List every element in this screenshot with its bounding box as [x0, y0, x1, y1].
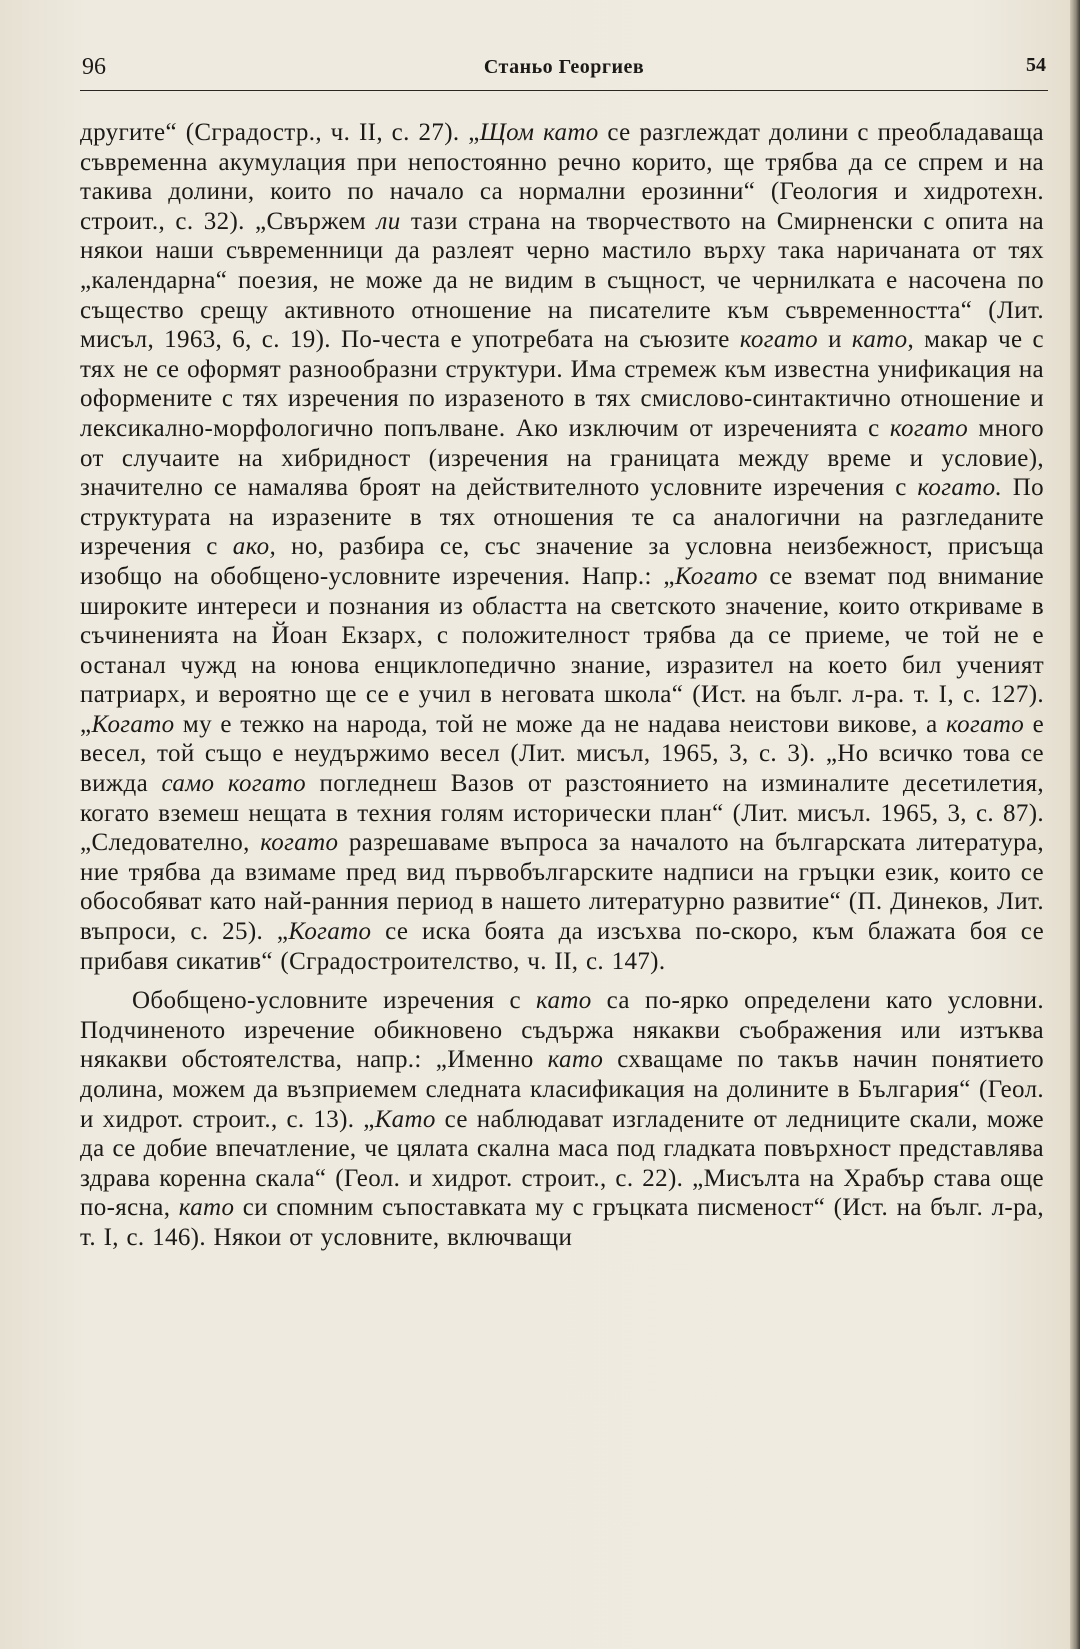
text-run: погледнеш Вазов от разстоянието на изминалите десетилетия, когато вземеш нещата в техния голям исторически план“ (Лит. мисъл. 1965, 3, с. 87). „Следователно,: [80, 770, 1044, 857]
italic-term: Като: [374, 1105, 436, 1133]
italic-term: като: [178, 1194, 235, 1222]
italic-term: когато: [889, 414, 969, 442]
text-run: , макар че с тях не се оформят разнообразни структури. Има стремеж към известна унификация на оформените с тях изречения по изразеното в тях смислово-синтактично отношение и лексикално-морфологично попълване. Ако изключим от изреченията с: [80, 326, 1045, 442]
italic-term: когато: [260, 829, 339, 857]
italic-term: ако,: [232, 533, 277, 561]
text-run: се наблюдават изгладените от ледниците скали, може да се добие впечатление, че цялата скална маса под гладката повърхност представлява здрава коренна скала“ (Геол. и хидрот. строит., с. 22). „Мисълта на Храбър става още по-ясна,: [80, 1105, 1044, 1222]
text-run: му е тежко на народа, той не може да не надава неистови викове, а: [174, 710, 946, 738]
page-number: 96: [82, 54, 106, 80]
italic-term: когато: [739, 326, 818, 354]
text-run: По структурата на изразените в тях отношения те са аналогични на разгледаните изречения с: [80, 474, 1044, 561]
text-run: но, разбира се, със значение за условна неизбежност, присъща изобщо на обобщено-условните изречения. Напр.: „: [80, 533, 1045, 590]
paragraph-1: [80, 118, 1044, 976]
italic-term: Когато: [91, 710, 175, 738]
text-run: се вземат под внимание широките интереси и познания из областта на светското значение, които откриваме в съчиненията на Йоан Екзарх, с положителност трябва да се приеме, че той не е останал чужд на юнова енциклопедично знание, изразител на което бил ученият патриарх, и вероятно ще се е учил в неговата школа“ (Ист. на бълг. л-ра. т. I, с. 127). „: [80, 562, 1044, 738]
text-run: се разглеждат долини с преобладаваща съвременна акумулация при непостоянно речно корито, ще трябва да се спрем и на такива долини, които по начало са нормални ерозинни“ (Геология и хидротехн. строит., с. 32). „Свържем: [80, 119, 1044, 235]
italic-term: Когато: [674, 562, 758, 590]
italic-term: когато.: [917, 474, 1003, 502]
italic-term: като: [536, 987, 592, 1015]
italic-term: Щом като: [479, 119, 599, 146]
italic-term: като: [547, 1046, 604, 1074]
page-header: [80, 50, 1048, 91]
text-run: разрешаваме въпроса за началото на българската литература, ние трябва да взимаме пред вид първобългарските надписи на гръцки език, които се обособяват като най-ранния период в нашето литературно развитие“ (П. Динеков, Лит. въпроси, с. 25). „: [80, 829, 1044, 946]
text-run: тази страна на творчеството на Смирненски с опита на някои наши съвременници да разлеят черно мастило върху така наричаната от тях „календарна“ поезия, не може да не видим в същност, че чернилката е насочена по същество срещу активното отношение на писателите към съвременността“ (Лит. мисъл, 1963, 6, с. 19). По-честа е употребата на съюзите: [80, 207, 1044, 354]
text-run: и: [817, 326, 852, 354]
page-edge-shadow: [1070, 0, 1080, 1649]
text-run: си спомним съпоставката му с гръцката писменост“ (Ист. на бълг. л-ра, т. I, с. 146). Някои от условните, включващи: [80, 1194, 1044, 1251]
italic-term: като: [851, 326, 908, 354]
text-run: се иска боята да изсъхва по-скоро, към блажата боя се прибавя сикатив“ (Сградостроителство, ч. II, с. 147).: [80, 918, 1045, 975]
text-run: схващаме по такъв начин понятието долина, можем да възприемем следната класификация на долините в България“ (Геол. и хидрот. строит., с. 13). „: [80, 1046, 1044, 1133]
folio-number: 54: [1026, 54, 1046, 76]
text-run: е весел, той също е неудържимо весел (Лит. мисъл, 1965, 3, с. 3). „Но всичко това се вижда: [80, 710, 1045, 798]
italic-term: Когато: [288, 918, 372, 946]
body-text: [80, 118, 1044, 1253]
text-run: Обобщено-условните изречения с: [132, 987, 537, 1015]
running-title: Станьо Георгиев: [483, 56, 645, 78]
paragraph-2: [80, 986, 1044, 1252]
italic-term: когато: [946, 710, 1025, 738]
italic-term: ли: [376, 207, 401, 235]
text-run: другите“ (Сградостр., ч. II, с. 27). „: [80, 119, 480, 146]
text-run: много от случаите на хибридност (изречения на границата между време и условие), значително се намалява броят на действителното условните изречения с: [80, 414, 1044, 502]
italic-term: само когато: [161, 770, 307, 798]
text-run: са по-ярко определени като условни. Подчиненото изречение обикновено съдържа някакви съображения или изтъква някакви обстоятелства, напр.: „Именно: [80, 987, 1044, 1074]
